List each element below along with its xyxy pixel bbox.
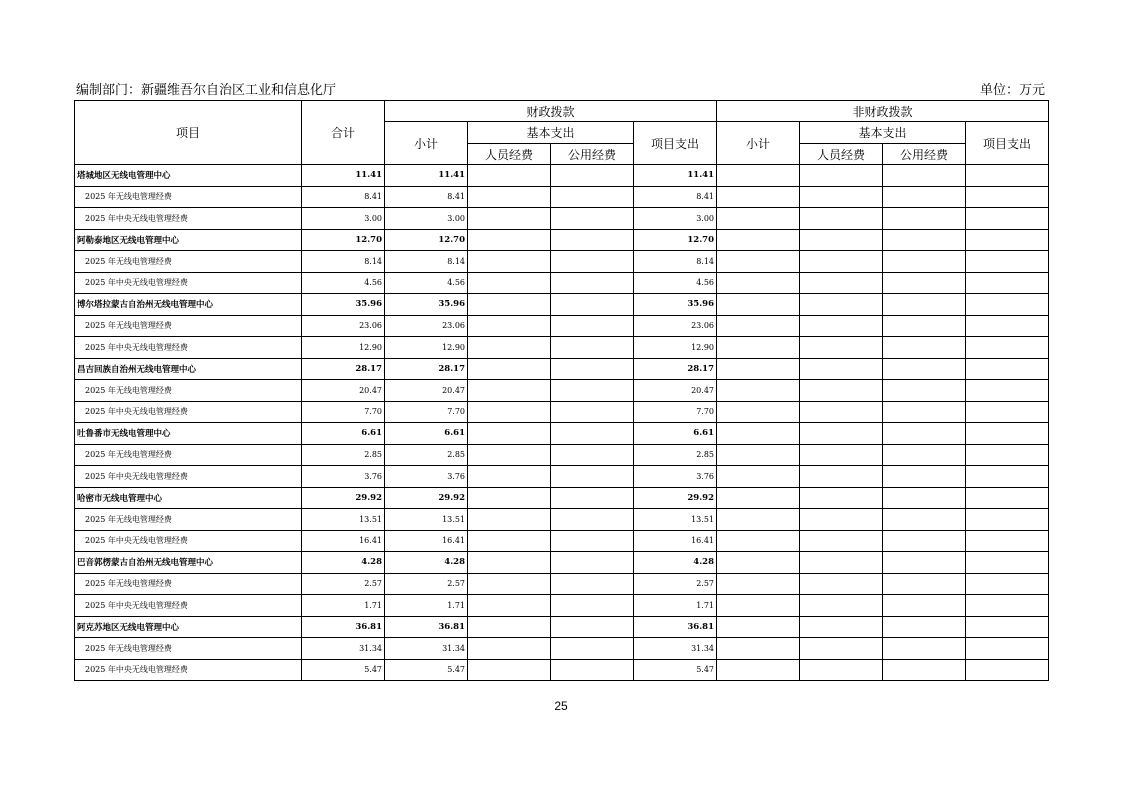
cell-nonfiscal xyxy=(800,638,883,660)
cell-nonfiscal xyxy=(800,337,883,359)
cell-f-person xyxy=(468,552,551,574)
cell-nonfiscal xyxy=(717,659,800,681)
cell-nonfiscal xyxy=(800,530,883,552)
row-name: 哈密市无线电管理中心 xyxy=(75,487,302,509)
cell-f-sub: 36.81 xyxy=(385,616,468,638)
cell-f-public xyxy=(551,423,634,445)
cell-nonfiscal xyxy=(883,659,966,681)
cell-total: 31.34 xyxy=(302,638,385,660)
table-body xyxy=(75,165,1049,681)
cell-nonfiscal xyxy=(883,595,966,617)
cell-f-public xyxy=(551,294,634,316)
cell-nonfiscal xyxy=(717,272,800,294)
cell-f-public xyxy=(551,466,634,488)
cell-f-project: 4.56 xyxy=(634,272,717,294)
cell-nonfiscal xyxy=(883,208,966,230)
cell-nonfiscal xyxy=(966,616,1049,638)
cell-f-sub: 3.76 xyxy=(385,466,468,488)
cell-f-project: 4.28 xyxy=(634,552,717,574)
cell-nonfiscal xyxy=(717,294,800,316)
cell-f-project: 3.76 xyxy=(634,466,717,488)
cell-f-public xyxy=(551,315,634,337)
cell-nonfiscal xyxy=(800,315,883,337)
cell-nonfiscal xyxy=(966,444,1049,466)
cell-nonfiscal xyxy=(717,337,800,359)
col-fiscal-personnel: 人员经费 xyxy=(468,144,551,165)
table-row xyxy=(75,401,1049,423)
cell-f-public xyxy=(551,573,634,595)
cell-total: 23.06 xyxy=(302,315,385,337)
cell-nonfiscal xyxy=(966,272,1049,294)
cell-f-person xyxy=(468,315,551,337)
row-name: 2025 年无线电管理经费 xyxy=(75,444,302,466)
cell-nonfiscal xyxy=(717,487,800,509)
cell-total: 3.00 xyxy=(302,208,385,230)
cell-total: 20.47 xyxy=(302,380,385,402)
table-row xyxy=(75,337,1049,359)
cell-nonfiscal xyxy=(717,251,800,273)
cell-f-sub: 6.61 xyxy=(385,423,468,445)
cell-nonfiscal xyxy=(966,337,1049,359)
cell-nonfiscal xyxy=(800,401,883,423)
col-nonfiscal: 非财政拨款 xyxy=(717,101,1049,122)
cell-nonfiscal xyxy=(966,165,1049,187)
group-row xyxy=(75,616,1049,638)
table-row xyxy=(75,466,1049,488)
row-name: 2025 年无线电管理经费 xyxy=(75,573,302,595)
table-row xyxy=(75,272,1049,294)
cell-nonfiscal xyxy=(883,466,966,488)
cell-nonfiscal xyxy=(717,573,800,595)
cell-total: 35.96 xyxy=(302,294,385,316)
cell-f-person xyxy=(468,229,551,251)
cell-nonfiscal xyxy=(800,229,883,251)
cell-nonfiscal xyxy=(800,616,883,638)
cell-nonfiscal xyxy=(883,186,966,208)
cell-f-public xyxy=(551,509,634,531)
cell-nonfiscal xyxy=(717,315,800,337)
row-name: 昌吉回族自治州无线电管理中心 xyxy=(75,358,302,380)
cell-f-person xyxy=(468,272,551,294)
cell-f-sub: 35.96 xyxy=(385,294,468,316)
cell-nonfiscal xyxy=(966,509,1049,531)
row-name: 2025 年中央无线电管理经费 xyxy=(75,401,302,423)
cell-nonfiscal xyxy=(717,401,800,423)
cell-total: 29.92 xyxy=(302,487,385,509)
cell-f-project: 16.41 xyxy=(634,530,717,552)
cell-f-project: 5.47 xyxy=(634,659,717,681)
row-name: 2025 年无线电管理经费 xyxy=(75,186,302,208)
col-nonfiscal-public: 公用经费 xyxy=(883,144,966,165)
cell-f-project: 28.17 xyxy=(634,358,717,380)
cell-nonfiscal xyxy=(800,509,883,531)
cell-f-project: 1.71 xyxy=(634,595,717,617)
cell-nonfiscal xyxy=(800,251,883,273)
cell-nonfiscal xyxy=(966,659,1049,681)
cell-f-sub: 4.56 xyxy=(385,272,468,294)
row-name: 2025 年无线电管理经费 xyxy=(75,638,302,660)
cell-nonfiscal xyxy=(883,337,966,359)
cell-total: 28.17 xyxy=(302,358,385,380)
col-nonfiscal-basic: 基本支出 xyxy=(800,122,966,144)
table-row xyxy=(75,659,1049,681)
cell-nonfiscal xyxy=(717,186,800,208)
cell-nonfiscal xyxy=(883,272,966,294)
cell-nonfiscal xyxy=(966,530,1049,552)
table-row xyxy=(75,573,1049,595)
row-name: 巴音郭楞蒙古自治州无线电管理中心 xyxy=(75,552,302,574)
cell-f-sub: 28.17 xyxy=(385,358,468,380)
cell-nonfiscal xyxy=(717,616,800,638)
col-fiscal-public: 公用经费 xyxy=(551,144,634,165)
cell-f-public xyxy=(551,380,634,402)
cell-nonfiscal xyxy=(966,638,1049,660)
cell-f-sub: 31.34 xyxy=(385,638,468,660)
table-row xyxy=(75,380,1049,402)
cell-f-project: 35.96 xyxy=(634,294,717,316)
cell-nonfiscal xyxy=(800,358,883,380)
row-name: 2025 年中央无线电管理经费 xyxy=(75,337,302,359)
cell-nonfiscal xyxy=(800,294,883,316)
cell-f-person xyxy=(468,380,551,402)
cell-f-sub: 8.14 xyxy=(385,251,468,273)
cell-f-public xyxy=(551,444,634,466)
cell-f-sub: 8.41 xyxy=(385,186,468,208)
cell-f-person xyxy=(468,659,551,681)
cell-total: 8.14 xyxy=(302,251,385,273)
budget-table xyxy=(74,100,1049,681)
cell-total: 4.56 xyxy=(302,272,385,294)
cell-f-sub: 12.90 xyxy=(385,337,468,359)
cell-nonfiscal xyxy=(883,444,966,466)
cell-total: 36.81 xyxy=(302,616,385,638)
group-row xyxy=(75,552,1049,574)
cell-nonfiscal xyxy=(800,595,883,617)
row-name: 塔城地区无线电管理中心 xyxy=(75,165,302,187)
cell-nonfiscal xyxy=(883,229,966,251)
cell-f-sub: 11.41 xyxy=(385,165,468,187)
cell-f-sub: 20.47 xyxy=(385,380,468,402)
cell-f-public xyxy=(551,616,634,638)
cell-nonfiscal xyxy=(883,294,966,316)
cell-nonfiscal xyxy=(800,186,883,208)
cell-f-sub: 12.70 xyxy=(385,229,468,251)
cell-nonfiscal xyxy=(717,423,800,445)
cell-nonfiscal xyxy=(966,294,1049,316)
cell-f-public xyxy=(551,272,634,294)
group-row xyxy=(75,358,1049,380)
cell-f-public xyxy=(551,251,634,273)
cell-f-project: 2.57 xyxy=(634,573,717,595)
cell-nonfiscal xyxy=(883,423,966,445)
cell-f-person xyxy=(468,466,551,488)
cell-f-sub: 4.28 xyxy=(385,552,468,574)
cell-total: 2.85 xyxy=(302,444,385,466)
col-nonfiscal-subtotal: 小计 xyxy=(717,122,800,165)
cell-total: 7.70 xyxy=(302,401,385,423)
cell-nonfiscal xyxy=(717,380,800,402)
cell-total: 12.70 xyxy=(302,229,385,251)
table-row xyxy=(75,208,1049,230)
cell-f-project: 36.81 xyxy=(634,616,717,638)
cell-f-person xyxy=(468,595,551,617)
cell-f-sub: 7.70 xyxy=(385,401,468,423)
cell-f-person xyxy=(468,294,551,316)
cell-f-project: 12.90 xyxy=(634,337,717,359)
cell-nonfiscal xyxy=(800,487,883,509)
row-name: 2025 年中央无线电管理经费 xyxy=(75,466,302,488)
cell-f-public xyxy=(551,659,634,681)
cell-nonfiscal xyxy=(883,401,966,423)
cell-nonfiscal xyxy=(883,573,966,595)
cell-f-public xyxy=(551,401,634,423)
cell-f-person xyxy=(468,530,551,552)
cell-nonfiscal xyxy=(800,466,883,488)
row-name: 2025 年中央无线电管理经费 xyxy=(75,659,302,681)
table-row xyxy=(75,251,1049,273)
group-row xyxy=(75,229,1049,251)
cell-nonfiscal xyxy=(883,530,966,552)
cell-f-project: 23.06 xyxy=(634,315,717,337)
row-name: 2025 年无线电管理经费 xyxy=(75,315,302,337)
cell-f-sub: 23.06 xyxy=(385,315,468,337)
cell-nonfiscal xyxy=(717,509,800,531)
cell-nonfiscal xyxy=(717,444,800,466)
cell-total: 13.51 xyxy=(302,509,385,531)
group-row xyxy=(75,423,1049,445)
col-item: 项目 xyxy=(75,101,302,165)
cell-total: 12.90 xyxy=(302,337,385,359)
cell-total: 11.41 xyxy=(302,165,385,187)
row-name: 阿勒泰地区无线电管理中心 xyxy=(75,229,302,251)
cell-f-project: 3.00 xyxy=(634,208,717,230)
cell-f-sub: 5.47 xyxy=(385,659,468,681)
col-nonfiscal-personnel: 人员经费 xyxy=(800,144,883,165)
cell-nonfiscal xyxy=(800,165,883,187)
cell-nonfiscal xyxy=(883,616,966,638)
cell-f-public xyxy=(551,186,634,208)
cell-f-public xyxy=(551,487,634,509)
col-nonfiscal-project: 项目支出 xyxy=(966,122,1049,165)
cell-f-project: 11.41 xyxy=(634,165,717,187)
cell-nonfiscal xyxy=(800,573,883,595)
cell-total: 1.71 xyxy=(302,595,385,617)
cell-f-sub: 2.85 xyxy=(385,444,468,466)
cell-f-project: 29.92 xyxy=(634,487,717,509)
group-row xyxy=(75,165,1049,187)
cell-nonfiscal xyxy=(883,251,966,273)
group-row xyxy=(75,294,1049,316)
cell-f-project: 31.34 xyxy=(634,638,717,660)
cell-f-person xyxy=(468,573,551,595)
col-fiscal-basic: 基本支出 xyxy=(468,122,634,144)
cell-nonfiscal xyxy=(966,186,1049,208)
cell-f-project: 13.51 xyxy=(634,509,717,531)
cell-nonfiscal xyxy=(800,423,883,445)
cell-nonfiscal xyxy=(883,552,966,574)
row-name: 2025 年中央无线电管理经费 xyxy=(75,595,302,617)
cell-f-public xyxy=(551,229,634,251)
cell-nonfiscal xyxy=(966,251,1049,273)
unit-label: 单位：万元 xyxy=(979,83,1045,98)
cell-f-person xyxy=(468,186,551,208)
cell-total: 5.47 xyxy=(302,659,385,681)
row-name: 2025 年无线电管理经费 xyxy=(75,509,302,531)
cell-nonfiscal xyxy=(717,358,800,380)
table-row xyxy=(75,186,1049,208)
cell-nonfiscal xyxy=(717,466,800,488)
cell-f-person xyxy=(468,638,551,660)
cell-nonfiscal xyxy=(717,208,800,230)
cell-nonfiscal xyxy=(883,487,966,509)
cell-f-public xyxy=(551,165,634,187)
cell-nonfiscal xyxy=(966,358,1049,380)
cell-total: 8.41 xyxy=(302,186,385,208)
cell-f-sub: 13.51 xyxy=(385,509,468,531)
cell-f-person xyxy=(468,616,551,638)
table-row xyxy=(75,638,1049,660)
cell-f-public xyxy=(551,530,634,552)
page-number: 25 xyxy=(554,699,568,713)
cell-nonfiscal xyxy=(966,423,1049,445)
cell-nonfiscal xyxy=(966,552,1049,574)
cell-f-project: 12.70 xyxy=(634,229,717,251)
cell-f-person xyxy=(468,423,551,445)
row-name: 2025 年无线电管理经费 xyxy=(75,251,302,273)
cell-nonfiscal xyxy=(966,229,1049,251)
cell-total: 4.28 xyxy=(302,552,385,574)
table-row xyxy=(75,444,1049,466)
cell-nonfiscal xyxy=(966,595,1049,617)
cell-total: 2.57 xyxy=(302,573,385,595)
cell-nonfiscal xyxy=(800,208,883,230)
cell-f-sub: 3.00 xyxy=(385,208,468,230)
row-name: 2025 年中央无线电管理经费 xyxy=(75,208,302,230)
table-row xyxy=(75,530,1049,552)
cell-f-person xyxy=(468,165,551,187)
row-name: 2025 年中央无线电管理经费 xyxy=(75,272,302,294)
cell-total: 3.76 xyxy=(302,466,385,488)
cell-f-public xyxy=(551,337,634,359)
table-row xyxy=(75,509,1049,531)
cell-f-project: 7.70 xyxy=(634,401,717,423)
cell-nonfiscal xyxy=(966,208,1049,230)
cell-nonfiscal xyxy=(883,165,966,187)
row-name: 吐鲁番市无线电管理中心 xyxy=(75,423,302,445)
row-name: 阿克苏地区无线电管理中心 xyxy=(75,616,302,638)
cell-total: 6.61 xyxy=(302,423,385,445)
cell-nonfiscal xyxy=(800,444,883,466)
table-row xyxy=(75,315,1049,337)
cell-f-project: 2.85 xyxy=(634,444,717,466)
cell-f-sub: 2.57 xyxy=(385,573,468,595)
row-name: 2025 年中央无线电管理经费 xyxy=(75,530,302,552)
cell-nonfiscal xyxy=(966,487,1049,509)
col-fiscal-project: 项目支出 xyxy=(634,122,717,165)
cell-f-person xyxy=(468,358,551,380)
cell-nonfiscal xyxy=(717,530,800,552)
cell-nonfiscal xyxy=(800,272,883,294)
cell-f-public xyxy=(551,358,634,380)
cell-nonfiscal xyxy=(966,466,1049,488)
cell-f-sub: 29.92 xyxy=(385,487,468,509)
cell-f-person xyxy=(468,444,551,466)
cell-nonfiscal xyxy=(883,638,966,660)
cell-nonfiscal xyxy=(966,380,1049,402)
cell-nonfiscal xyxy=(800,380,883,402)
cell-f-project: 8.41 xyxy=(634,186,717,208)
table-row xyxy=(75,595,1049,617)
cell-nonfiscal xyxy=(800,659,883,681)
row-name: 博尔塔拉蒙古自治州无线电管理中心 xyxy=(75,294,302,316)
cell-f-person xyxy=(468,251,551,273)
cell-f-public xyxy=(551,595,634,617)
cell-f-public xyxy=(551,638,634,660)
cell-f-project: 20.47 xyxy=(634,380,717,402)
cell-nonfiscal xyxy=(883,509,966,531)
department-label: 编制部门：新疆维吾尔自治区工业和信息化厅 xyxy=(76,83,337,98)
cell-f-person xyxy=(468,401,551,423)
cell-nonfiscal xyxy=(883,315,966,337)
cell-f-public xyxy=(551,552,634,574)
col-fiscal: 财政拨款 xyxy=(385,101,717,122)
cell-f-sub: 16.41 xyxy=(385,530,468,552)
cell-f-project: 6.61 xyxy=(634,423,717,445)
col-fiscal-subtotal: 小计 xyxy=(385,122,468,165)
cell-f-person xyxy=(468,337,551,359)
cell-nonfiscal xyxy=(717,638,800,660)
cell-f-sub: 1.71 xyxy=(385,595,468,617)
cell-nonfiscal xyxy=(966,573,1049,595)
cell-total: 16.41 xyxy=(302,530,385,552)
cell-nonfiscal xyxy=(717,552,800,574)
group-row xyxy=(75,487,1049,509)
col-total: 合计 xyxy=(302,101,385,165)
cell-nonfiscal xyxy=(717,229,800,251)
cell-nonfiscal xyxy=(717,595,800,617)
cell-f-person xyxy=(468,509,551,531)
cell-nonfiscal xyxy=(800,552,883,574)
cell-nonfiscal xyxy=(883,380,966,402)
cell-nonfiscal xyxy=(966,401,1049,423)
cell-f-public xyxy=(551,208,634,230)
cell-f-project: 8.14 xyxy=(634,251,717,273)
cell-nonfiscal xyxy=(966,315,1049,337)
cell-f-person xyxy=(468,208,551,230)
cell-nonfiscal xyxy=(883,358,966,380)
cell-nonfiscal xyxy=(717,165,800,187)
row-name: 2025 年无线电管理经费 xyxy=(75,380,302,402)
cell-f-person xyxy=(468,487,551,509)
